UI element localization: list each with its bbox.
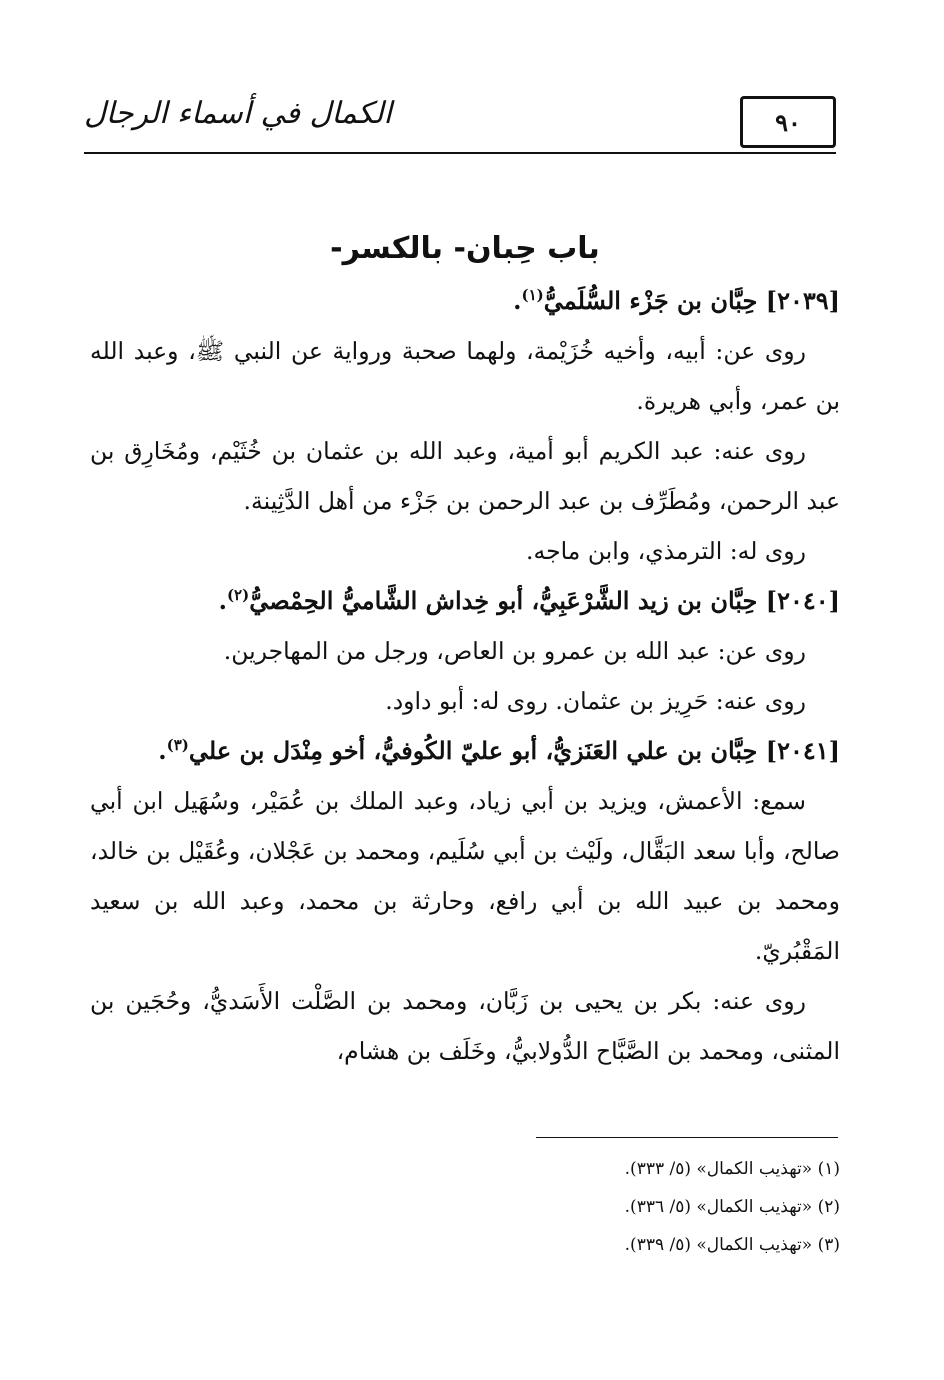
footnote: (١) «تهذيب الكمال» (٥/ ٣٣٣). (624, 1159, 840, 1179)
paragraph: روى عنه: عبد الكريم أبو أمية، وعبد الله بن عثمان بن خُثَيْم، ومُخَارِق بن عبد الرحمن، ومُطَرِّف بن عبد الرحمن بن جَزْء من أهل الدَّثِينة. (90, 437, 840, 515)
paragraph: روى عنه: حَرِيز بن عثمان. روى له: أبو داود. (385, 687, 806, 715)
entry-heading-text: [٢٠٣٩] حِبَّان بن جَزْء السُّلَميُّ (543, 286, 840, 315)
paragraph: روى عنه: بكر بن يحيى بن زَبَّان، ومحمد بن الصَّلْت الأَسَديُّ، وحُجَين بن المثنى، ومحمد بن الصَّبَّاح الدُّولابيُّ، وخَلَف بن هشام، (90, 987, 840, 1065)
footnote: (٢) «تهذيب الكمال» (٥/ ٣٣٦). (624, 1197, 840, 1217)
entry-heading: [٢٠٤٠] حِبَّان بن زيد الشَّرْعَبِيُّ، أبو خِداش الشَّاميُّ الحِمْصيُّ$^{(٢)}$. (218, 586, 840, 615)
chapter-title: باب حِبان- بالكسر- (330, 231, 600, 266)
paragraph: روى عن: عبد الله بن عمرو بن العاص، ورجل من المهاجرين. (223, 637, 806, 665)
footnote-ref: (١) (521, 286, 544, 304)
paragraph: روى له: الترمذي، وابن ماجه. (526, 537, 806, 565)
main-text (90, 222, 840, 1076)
page-header (84, 92, 836, 156)
paragraph: روى عن: أبيه، وأخيه خُزَيْمة، ولهما صحبة ورواية عن النبي ﷺ، وعبد الله بن عمر، وأبي هريرة. (90, 337, 840, 415)
footnote: (٣) «تهذيب الكمال» (٥/ ٣٣٩). (624, 1235, 840, 1255)
footnotes (240, 1150, 840, 1264)
entry-heading-text: [٢٠٤٠] حِبَّان بن زيد الشَّرْعَبِيُّ، أبو خِداش الشَّاميُّ الحِمْصيُّ (249, 586, 840, 615)
paragraph: سمع: الأعمش، ويزيد بن أبي زياد، وعبد الملك بن عُمَيْر، وسُهَيل ابن أبي صالح، وأبا سعد البَقَّال، ولَيْث بن أبي سُلَيم، ومحمد بن عَجْلان، وعُقَيْل بن خالد، ومحمد بن عبيد الله بن أبي رافع، وحارثة بن محمد، وعبد الله بن سعيد المَقْبُريّ. (90, 787, 840, 965)
header-rule (84, 152, 836, 154)
footnote-separator (536, 1137, 838, 1138)
footnote-ref: (٣) (166, 736, 189, 754)
running-title: الكمال في أسماء الرجال (84, 96, 392, 131)
entry-heading: [٢٠٤١] حِبَّان بن علي العَنَزيُّ، أبو عليّ الكُوفيُّ، أخو مِنْدَل بن علي$^{(٣)}$. (158, 736, 840, 765)
entry-heading: [٢٠٣٩] حِبَّان بن جَزْء السُّلَميُّ$^{(١)}$. (513, 286, 840, 315)
entry-heading-text: [٢٠٤١] حِبَّان بن علي العَنَزيُّ، أبو عليّ الكُوفيُّ، أخو مِنْدَل بن علي (188, 736, 840, 765)
page-number: ٩٠ (740, 96, 836, 148)
footnote-ref: (٢) (226, 586, 250, 604)
